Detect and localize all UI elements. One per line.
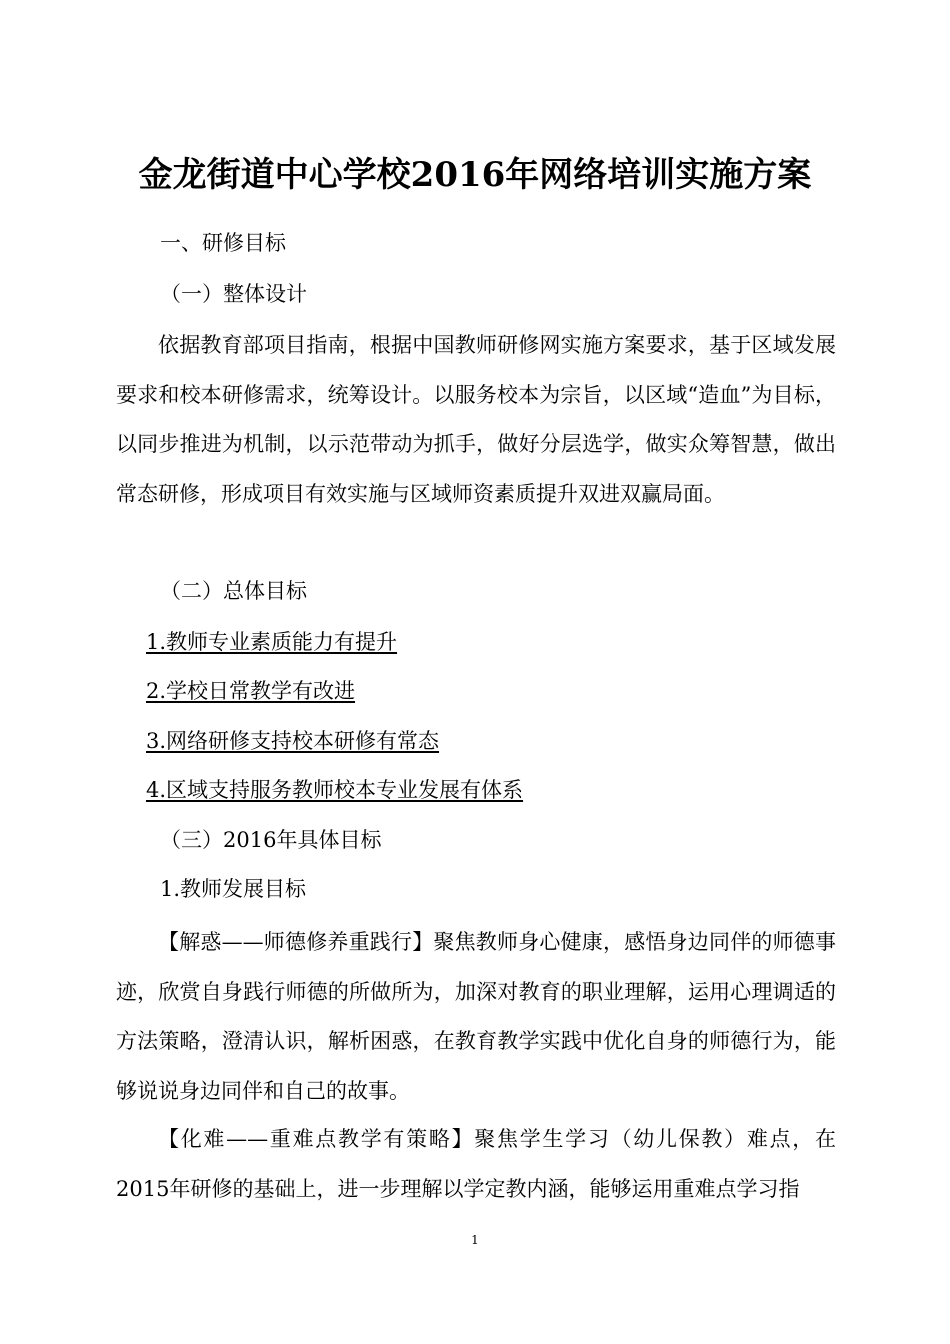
goal-item-3: 3.网络研修支持校本研修有常态 <box>146 729 440 753</box>
paragraph-difficulty-strategy: 【化难——重难点教学有策略】聚焦学生学习（幼儿保教）难点，在2015年研修的基础上，进一步理解以学定教内涵，能够运用重难点学习指 <box>116 1127 836 1201</box>
paragraph-ethics-practice: 【解惑——师德修养重践行】聚焦教师身心健康，感悟身边同伴的师德事迹，欣赏自身践行师德的所做所为，加深对教育的职业理解，运用心理调适的方法策略，澄清认识，解析困惑，在教育教学实践中优化自身的师德行为，能够说说身边同伴和自己的故事。 <box>116 930 836 1103</box>
page-number: 1 <box>471 1233 479 1247</box>
subheading-2016-specific-goals: （三）2016年具体目标 <box>160 828 382 852</box>
subheading-general-goals: （二）总体目标 <box>160 579 307 603</box>
goal-item-1: 1.教师专业素质能力有提升 <box>146 630 398 654</box>
paragraph-overall-design: 依据教育部项目指南，根据中国教师研修网实施方案要求，基于区域发展要求和校本研修需求，统筹设计。以服务校本为宗旨，以区域“造血”为目标，以同步推进为机制，以示范带动为抓手，做好分层选学，做实众筹智慧，做出常态研修，形成项目有效实施与区域师资素质提升双进双赢局面。 <box>116 333 836 506</box>
goal-item-2: 2.学校日常教学有改进 <box>146 679 356 703</box>
subheading-teacher-development-goals: 1.教师发展目标 <box>160 877 307 901</box>
goal-item-4: 4.区域支持服务教师校本专业发展有体系 <box>146 778 524 802</box>
section-heading-research-goals: 一、研修目标 <box>160 231 286 255</box>
subheading-overall-design: （一）整体设计 <box>160 282 307 306</box>
document-title: 金龙街道中心学校2016年网络培训实施方案 <box>138 155 812 195</box>
